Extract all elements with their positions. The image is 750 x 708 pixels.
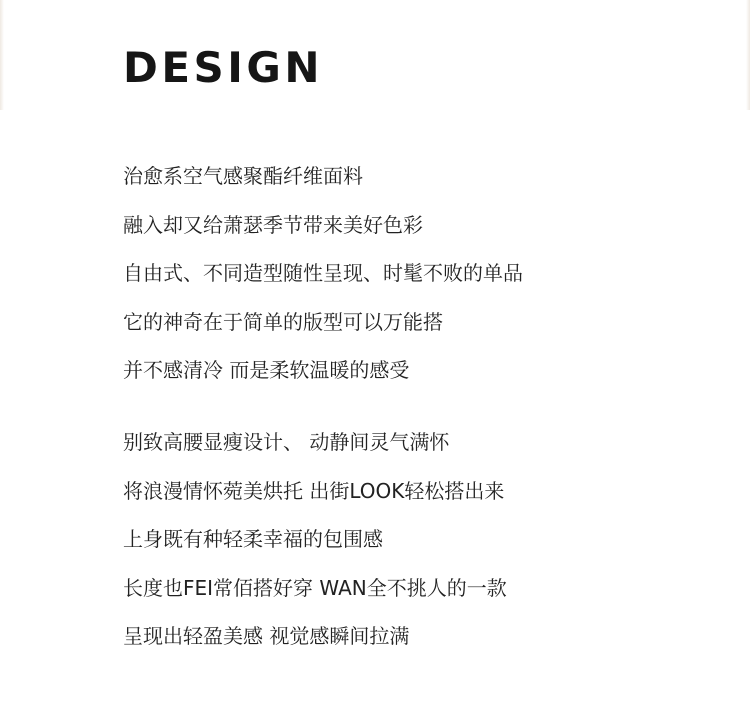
- text-line: 将浪漫情怀菀美烘托 出街LOOK轻松搭出来: [123, 478, 505, 503]
- text-line: 呈现出轻盈美感 视觉感瞬间拉满: [123, 624, 410, 648]
- description-paragraph-2: [123, 418, 507, 661]
- design-heading: DESIGN: [123, 43, 324, 92]
- description-paragraph-1: [123, 152, 523, 395]
- text-line: 自由式、不同造型随性呈现、时髦不败的单品: [123, 261, 523, 285]
- text-line: 长度也FEI常佰搭好穿 WAN全不挑人的一款: [123, 575, 507, 600]
- text-line: 它的神奇在于简单的版型可以万能搭: [123, 309, 443, 334]
- text-line: 融入却又给萧瑟季节带来美好色彩: [123, 212, 423, 237]
- text-line: 上身既有种轻柔幸福的包围感: [123, 527, 383, 551]
- left-edge-shade: [0, 0, 4, 110]
- text-line: 治愈系空气感聚酯纤维面料: [123, 164, 363, 188]
- text-line: 别致高腰显瘦设计、 动静间灵气满怀: [123, 430, 450, 454]
- right-edge-shade: [746, 0, 750, 110]
- text-line: 并不感清冷 而是柔软温暖的感受: [123, 358, 410, 382]
